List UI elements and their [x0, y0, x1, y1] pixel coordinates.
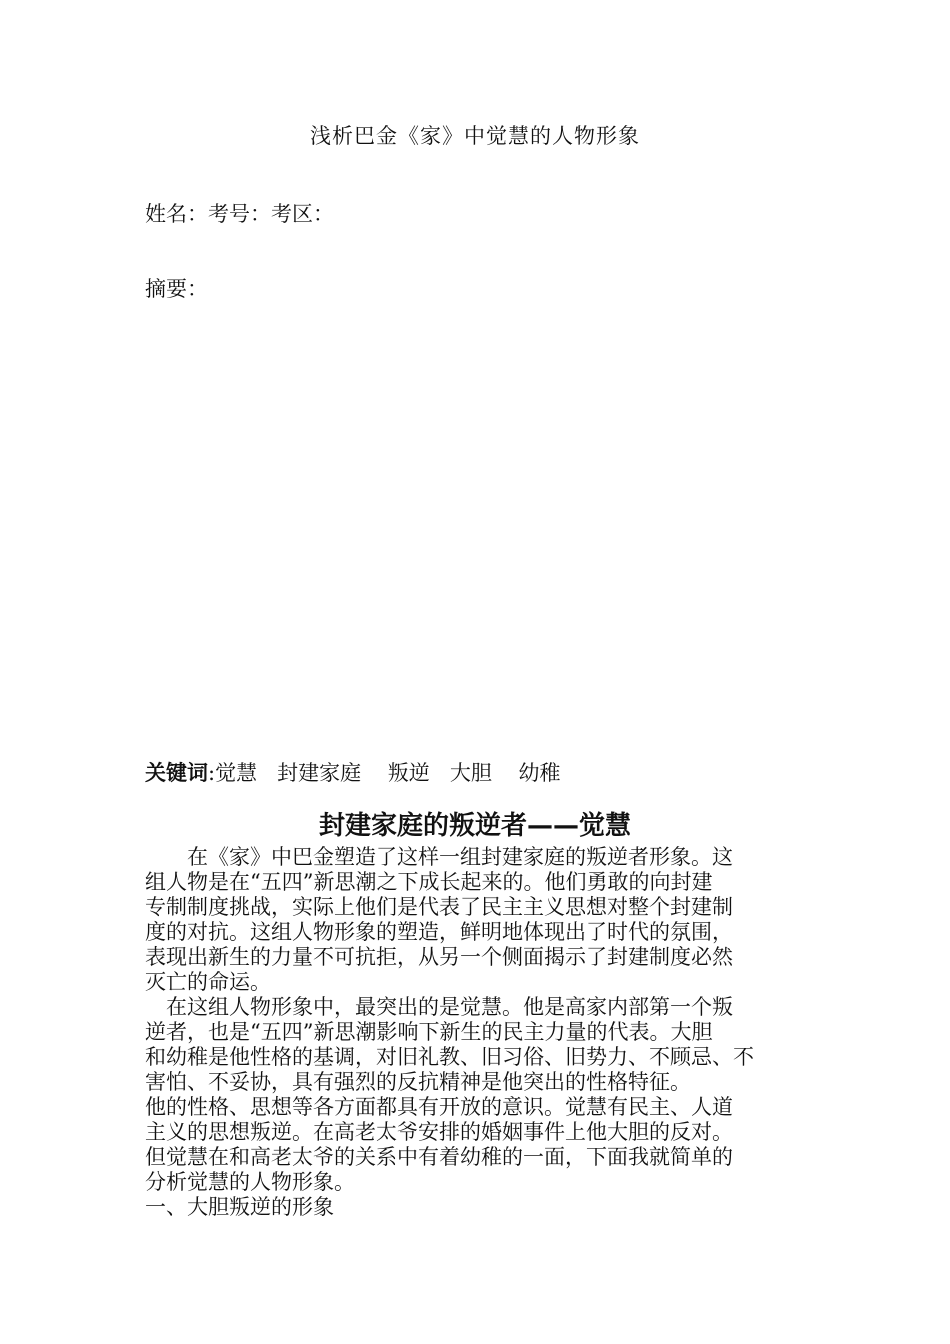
body-text: [145, 845, 810, 1220]
keywords-label: 关键词: [145, 761, 208, 785]
body-line: 灭亡的命运。: [145, 970, 271, 994]
abstract-label: 摘要：: [145, 277, 208, 301]
keywords-line: [145, 757, 561, 787]
body-line: 但觉慧在和高老太爷的关系中有着幼稚的一面，下面我就简单的: [145, 1145, 733, 1169]
document-title: 浅析巴金《家》中觉慧的人物形象: [310, 124, 640, 148]
body-line: 在这组人物形象中，最突出的是觉慧。他是高家内部第一个叛: [145, 995, 733, 1019]
section-subheading: 一、大胆叛逆的形象: [145, 1195, 334, 1219]
student-info-line: 姓名：考号：考区：: [145, 202, 334, 226]
body-line: 逆者，也是“五四”新思潮影响下新生的民主力量的代表。大胆: [145, 1020, 713, 1044]
body-line: 表现出新生的力量不可抗拒，从另一个侧面揭示了封建制度必然: [145, 945, 733, 969]
body-line: 在《家》中巴金塑造了这样一组封建家庭的叛逆者形象。这: [145, 845, 733, 869]
body-line: 分析觉慧的人物形象。: [145, 1170, 355, 1194]
body-line: 组人物是在“五四”新思潮之下成长起来的。他们勇敢的向封建: [145, 870, 713, 894]
body-line: 和幼稚是他性格的基调，对旧礼教、旧习俗、旧势力、不顾忌、不: [145, 1045, 754, 1069]
body-line: 专制制度挑战，实际上他们是代表了民主主义思想对整个封建制: [145, 895, 733, 919]
section-heading: 封建家庭的叛逆者——觉慧: [318, 811, 631, 841]
keywords-text: :觉慧 封建家庭 叛逆 大胆 幼稚: [208, 761, 561, 785]
body-line: 害怕、不妥协，具有强烈的反抗精神是他突出的性格特征。: [145, 1070, 691, 1094]
body-line: 主义的思想叛逆。在高老太爷安排的婚姻事件上他大胆的反对。: [145, 1120, 733, 1144]
body-line: 他的性格、思想等各方面都具有开放的意识。觉慧有民主、人道: [145, 1095, 733, 1119]
body-line: 度的对抗。这组人物形象的塑造，鲜明地体现出了时代的氛围，: [145, 920, 733, 944]
